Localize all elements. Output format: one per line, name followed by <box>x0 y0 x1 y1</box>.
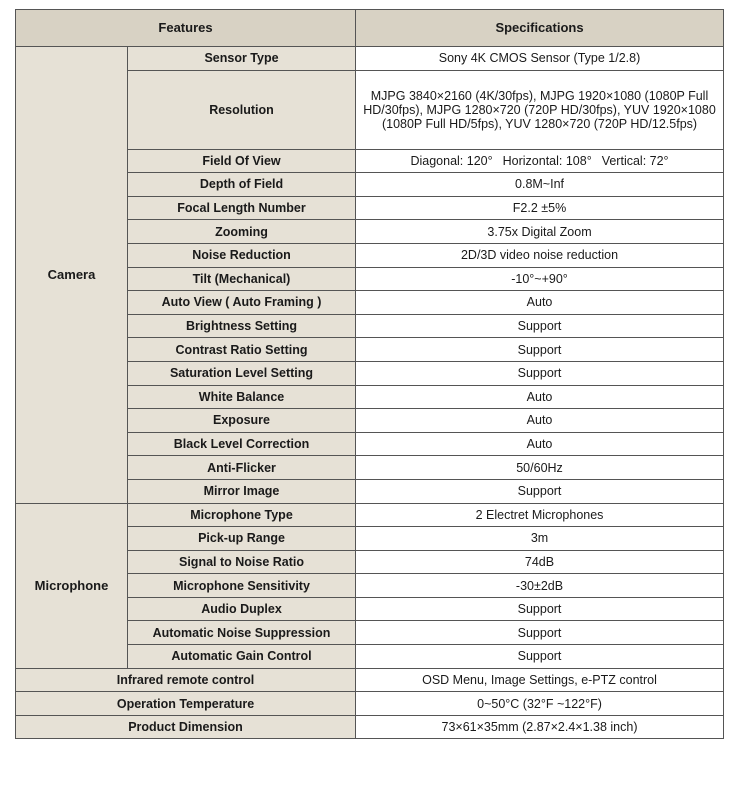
spec-value: Support <box>356 597 724 621</box>
spec-value: -10°~+90° <box>356 267 724 291</box>
table-row <box>16 503 724 527</box>
table-row <box>16 668 724 692</box>
feature-label: Black Level Correction <box>128 432 356 456</box>
fov-diagonal: Diagonal: 120° <box>410 153 493 168</box>
spec-value: OSD Menu, Image Settings, e-PTZ control <box>356 668 724 692</box>
feature-label: Auto View ( Auto Framing ) <box>128 291 356 315</box>
feature-label: Mirror Image <box>128 479 356 503</box>
spec-value: Auto <box>356 291 724 315</box>
feature-label: Resolution <box>128 70 356 149</box>
spec-value: 0~50°C (32°F ~122°F) <box>356 692 724 716</box>
spec-value: Auto <box>356 409 724 433</box>
feature-label: Field Of View <box>128 149 356 173</box>
category-camera: Camera <box>16 47 128 504</box>
spec-value-fov <box>356 149 724 173</box>
spec-value: 50/60Hz <box>356 456 724 480</box>
feature-label: Audio Duplex <box>128 597 356 621</box>
feature-label: Anti-Flicker <box>128 456 356 480</box>
spec-table <box>15 9 724 739</box>
spec-value: 73×61×35mm (2.87×2.4×1.38 inch) <box>356 715 724 739</box>
table-row <box>16 692 724 716</box>
spec-value: Support <box>356 645 724 669</box>
feature-label: Focal Length Number <box>128 196 356 220</box>
spec-value: -30±2dB <box>356 574 724 598</box>
feature-label: Depth of Field <box>128 173 356 197</box>
feature-label: Infrared remote control <box>16 668 356 692</box>
spec-value: 3m <box>356 527 724 551</box>
table-row <box>16 715 724 739</box>
spec-value: Support <box>356 314 724 338</box>
feature-label: Exposure <box>128 409 356 433</box>
spec-value: 2 Electret Microphones <box>356 503 724 527</box>
spec-value: F2.2 ±5% <box>356 196 724 220</box>
feature-label: Operation Temperature <box>16 692 356 716</box>
spec-value: 74dB <box>356 550 724 574</box>
feature-label: Microphone Type <box>128 503 356 527</box>
feature-label: Automatic Gain Control <box>128 645 356 669</box>
feature-label: Saturation Level Setting <box>128 361 356 385</box>
spec-value: 2D/3D video noise reduction <box>356 243 724 267</box>
header-row <box>16 10 724 47</box>
header-specifications: Specifications <box>356 10 724 47</box>
feature-label: Contrast Ratio Setting <box>128 338 356 362</box>
spec-value: Support <box>356 621 724 645</box>
feature-label: Tilt (Mechanical) <box>128 267 356 291</box>
spec-value: Support <box>356 338 724 362</box>
feature-label: Brightness Setting <box>128 314 356 338</box>
feature-label: Zooming <box>128 220 356 244</box>
feature-label: Signal to Noise Ratio <box>128 550 356 574</box>
fov-vertical: Vertical: 72° <box>601 153 669 168</box>
category-microphone: Microphone <box>16 503 128 668</box>
feature-label: Product Dimension <box>16 715 356 739</box>
spec-value: Auto <box>356 432 724 456</box>
header-features: Features <box>16 10 356 47</box>
spec-value: 3.75x Digital Zoom <box>356 220 724 244</box>
table-row <box>16 47 724 71</box>
spec-value: Support <box>356 479 724 503</box>
spec-value: 0.8M~Inf <box>356 173 724 197</box>
feature-label: Noise Reduction <box>128 243 356 267</box>
spec-value: MJPG 3840×2160 (4K/30fps), MJPG 1920×1080 (1080P Full HD/30fps), MJPG 1280×720 (720P HD/30fps), YUV 1920×1080 (1080P Full HD/5fps), YUV 1280×720 (720P HD/12.5fps) <box>356 70 724 149</box>
spec-value: Sony 4K CMOS Sensor (Type 1/2.8) <box>356 47 724 71</box>
feature-label: White Balance <box>128 385 356 409</box>
fov-horizontal: Horizontal: 108° <box>502 153 592 168</box>
feature-label: Pick-up Range <box>128 527 356 551</box>
feature-label: Sensor Type <box>128 47 356 71</box>
spec-value: Auto <box>356 385 724 409</box>
feature-label: Automatic Noise Suppression <box>128 621 356 645</box>
spec-value: Support <box>356 361 724 385</box>
feature-label: Microphone Sensitivity <box>128 574 356 598</box>
